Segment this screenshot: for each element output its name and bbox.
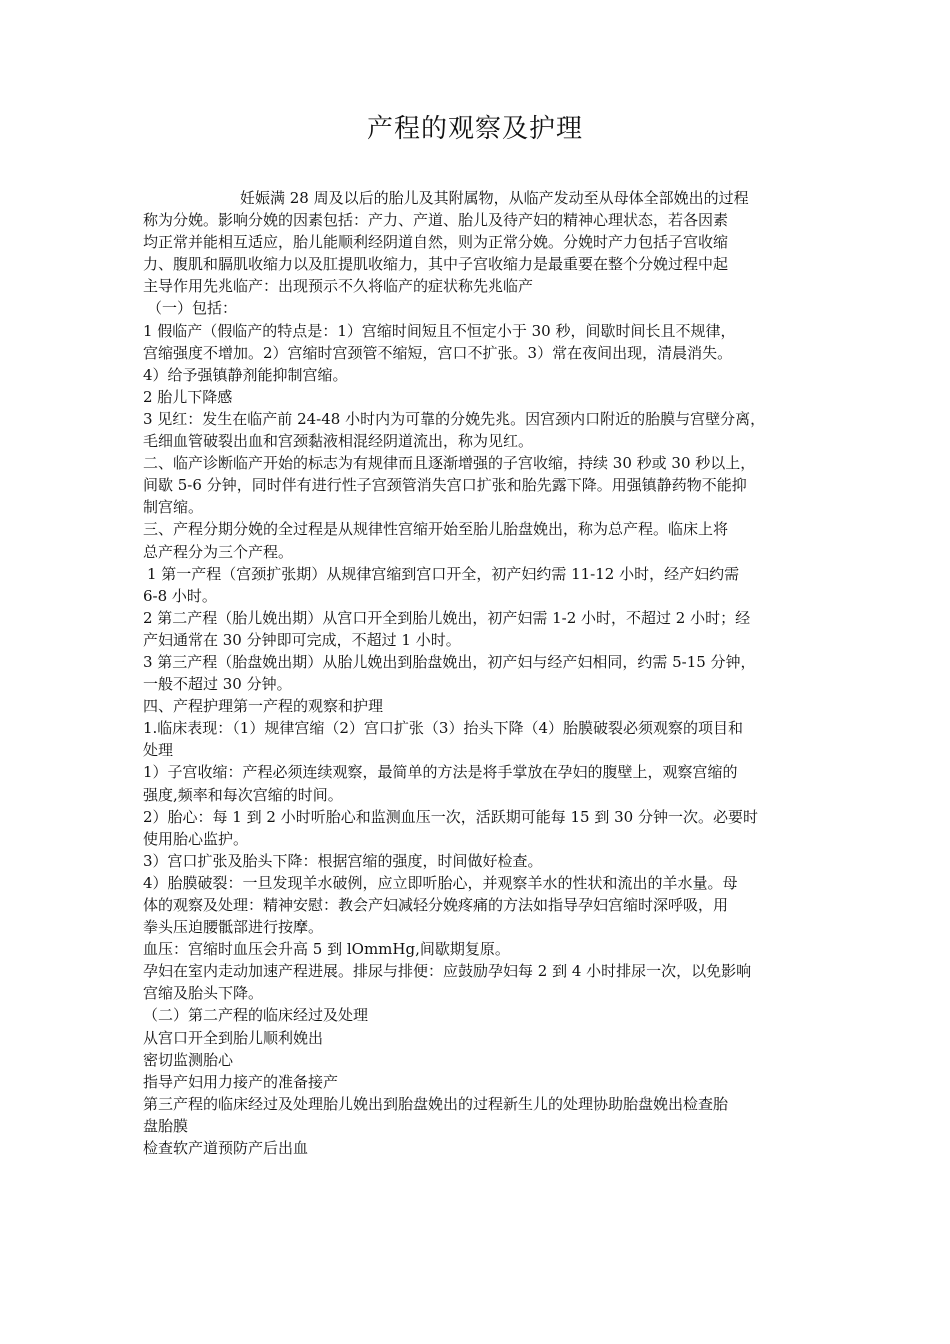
section-heading: （一）包括： [147, 299, 238, 318]
paragraph-line: 1 第一产程（宫颈扩张期）从规律宫缩到宫口开全，初产妇约需 11-12 小时，经产妇约需 [147, 564, 740, 583]
section-heading: 二、临产诊断临产开始的标志为有规律而且逐渐增强的子宫收缩，持续 30 秒或 30 秒以上， [143, 454, 756, 473]
paragraph-line: 主导作用先兆临产：出现预示不久将临产的症状称先兆临产 [143, 277, 534, 296]
paragraph-line: 4）胎膜破裂：一旦发现羊水破例，应立即听胎心，并观察羊水的性状和流出的羊水量。母 [143, 873, 738, 892]
paragraph-line: 从宫口开全到胎儿顺利娩出 [143, 1028, 324, 1047]
paragraph-line: 1.临床表现：（1）规律宫缩（2）宫口扩张（3）抬头下降（4）胎膜破裂必须观察的项目和 [143, 719, 743, 738]
paragraph-line: 妊娠满 28 周及以后的胎儿及其附属物，从临产发动至从母体全部娩出的过程 [240, 189, 749, 207]
paragraph-line: 1 假临产（假临产的特点是：1）宫缩时间短且不恒定小于 30 秒，间歇时间长且不规律， [143, 321, 736, 340]
paragraph-line: 血压：宫缩时血压会升高 5 到 lOmmHg,间歇期复原。 [143, 940, 510, 959]
paragraph-line: 拳头压迫腰骶部进行按摩。 [143, 918, 324, 937]
paragraph-line: 总产程分为三个产程。 [143, 542, 294, 561]
paragraph-line: 孕妇在室内走动加速产程进展。排尿与排便：应鼓励孕妇每 2 到 4 小时排尿一次，以免影响 [143, 962, 752, 981]
paragraph-line: 一般不超过 30 分钟。 [143, 675, 292, 694]
paragraph-line: 均正常并能相互适应，胎儿能顺利经阴道自然，则为正常分娩。分娩时产力包括子宫收缩 [143, 233, 729, 252]
paragraph-line: 产妇通常在 30 分钟即可完成，不超过 1 小时。 [143, 630, 461, 649]
paragraph-line: 检查软产道预防产后出血 [143, 1139, 309, 1158]
paragraph-line: 3）宫口扩张及胎头下降：根据宫缩的强度，时间做好检查。 [143, 851, 543, 870]
section-heading: （二）第二产程的临床经过及处理 [143, 1006, 369, 1025]
paragraph-line: 毛细血管破裂出血和宫颈黏液相混经阴道流出，称为见红。 [143, 432, 534, 451]
paragraph-line: 1）子宫收缩：产程必须连续观察，最简单的方法是将手掌放在孕妇的腹壁上，观察宫缩的 [143, 763, 738, 782]
paragraph-line: 3 第三产程（胎盘娩出期）从胎儿娩出到胎盘娩出，初产妇与经产妇相同，约需 5-15 分钟， [143, 652, 756, 671]
document-title: 产程的观察及护理 [366, 114, 583, 144]
document-body [143, 187, 823, 1159]
paragraph-line: 宫缩强度不增加。2）宫缩时宫颈管不缩短，宫口不扩张。3）常在夜间出现，清晨消失。 [143, 343, 733, 362]
paragraph-line: 体的观察及处理：精神安慰：教会产妇减轻分娩疼痛的方法如指导孕妇宫缩时深呼吸，用 [143, 896, 729, 914]
section-heading: 四、产程护理第一产程的观察和护理 [143, 697, 384, 716]
paragraph-line: 宫缩及胎头下降。 [143, 984, 264, 1003]
paragraph-line: 制宫缩。 [143, 498, 204, 517]
paragraph-line: 指导产妇用力接产的准备接产 [143, 1072, 339, 1091]
section-heading: 三、产程分期分娩的全过程是从规律性宫缩开始至胎儿胎盘娩出，称为总产程。临床上将 [143, 520, 729, 539]
paragraph-line: 3 见红：发生在临产前 24-48 小时内为可靠的分娩先兆。因宫颈内口附近的胎膜与宫壁分离， [143, 409, 766, 428]
paragraph-line: 第三产程的临床经过及处理胎儿娩出到胎盘娩出的过程新生儿的处理协助胎盘娩出检查胎 [143, 1094, 729, 1113]
paragraph-line: 2 胎儿下降感 [143, 387, 233, 406]
paragraph-line: 4）给予强镇静剂能抑制宫缩。 [143, 365, 348, 384]
paragraph-line: 处理 [143, 741, 174, 760]
paragraph-line: 间歇 5-6 分钟，同时伴有进行性子宫颈管消失宫口扩张和胎先露下降。用强镇静药物不能抑 [143, 476, 747, 495]
paragraph-line: 密切监测胎心 [143, 1050, 234, 1069]
paragraph-line: 强度,频率和每次宫缩的时间。 [143, 785, 343, 804]
paragraph-line: 2 第二产程（胎儿娩出期）从宫口开全到胎儿娩出，初产妇需 1-2 小时，不超过 2 小时；经 [143, 608, 751, 627]
paragraph-line: 2）胎心：每 1 到 2 小时听胎心和监测血压一次，活跃期可能每 15 到 30 分钟一次。必要时 [143, 807, 758, 826]
paragraph-line: 称为分娩。影响分娩的因素包括：产力、产道、胎儿及待产妇的精神心理状态，若各因素 [143, 211, 729, 230]
paragraph-line: 6-8 小时。 [143, 586, 217, 605]
paragraph-line: 使用胎心监护。 [143, 829, 249, 848]
paragraph-line: 力、腹肌和膈肌收缩力以及肛提肌收缩力，其中子宫收缩力是最重要在整个分娩过程中起 [143, 255, 729, 274]
paragraph-line: 盘胎膜 [143, 1116, 189, 1135]
